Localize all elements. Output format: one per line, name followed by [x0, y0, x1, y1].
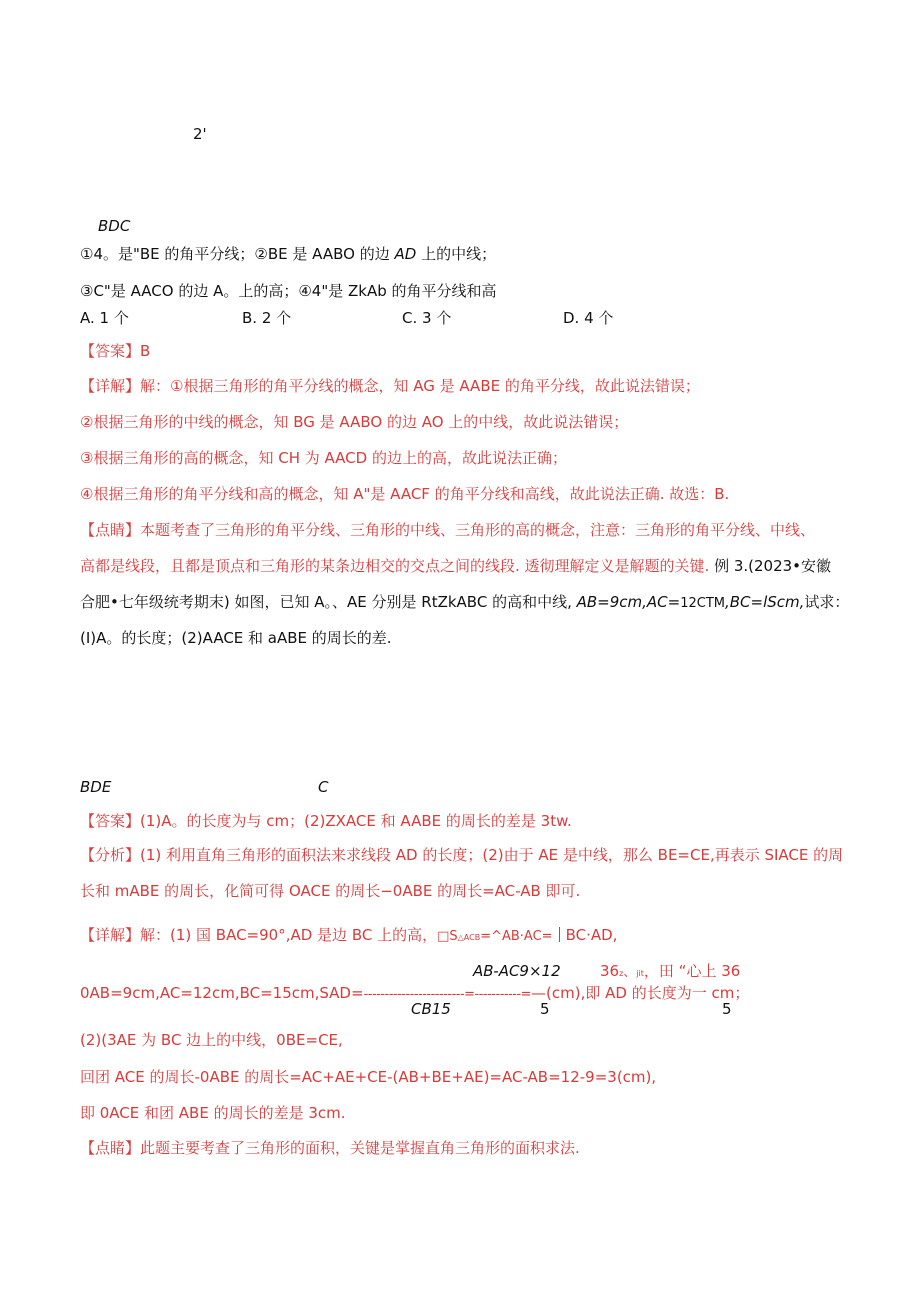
figure1-vertex-labels: BDC: [98, 217, 131, 235]
part2-line-1: (2)(3AE 为 BC 边上的中线，0BE=CE,: [80, 1031, 343, 1049]
comment-1-line-2: 高都是线段，且都是顶点和三角形的某条边相交的交点之间的线段. 透彻理解定义是解题的关键. 例 3.(2023•安徽: [80, 557, 832, 575]
option-b: B. 2 个: [242, 309, 292, 327]
answer-1: 【答案】B: [80, 342, 151, 360]
calc-line: 0AB=9cm,AC=12cm,BC=15cm,SAD=------------------------=-----------=—(cm),即 AD 的长度为一 cm；: [80, 984, 750, 1002]
detail-1-line-1: 【详解】解：①根据三角形的角平分线的概念，知 AG 是 AABE 的角平分线，故此说法错误；: [80, 377, 700, 395]
detail-1-line-3: ③根据三角形的高的概念，知 CH 为 AACD 的边上的高，故此说法正确；: [80, 449, 567, 467]
part2-line-3: 即 0ACE 和团 ABE 的周长的差是 3cm.: [80, 1104, 346, 1122]
figure1-top-label: 2': [193, 125, 207, 143]
fraction-denominator-mid: 5: [540, 1000, 550, 1018]
statement-line-2: ③C"是 AACO 的边 A。上的高；④4"是 ZkAb 的角平分线和高: [80, 282, 497, 300]
option-a: A. 1 个: [80, 309, 129, 327]
figure2-base-labels: BDE: [80, 778, 112, 796]
part2-line-2: 回团 ACE 的周长-0ABE 的周长=AC+AE+CE-(AB+BE+AE)=AC-AB=12-9=3(cm),: [80, 1068, 657, 1086]
example-3-line-3: (I)A。的长度；(2)AACE 和 aABE 的周长的差.: [80, 629, 392, 647]
detail-2-line-1: 【详解】解：(1) 国 BAC=90°,AD 是边 BC 上的高，□S△ACB=^AB·AC= BC·AD,: [80, 926, 618, 944]
comment-1-line-1: 【点睛】本题考查了三角形的角平分线、三角形的中线、三角形的高的概念，注意：三角形的角平分线、中线、: [80, 521, 816, 539]
answer-2: 【答案】(1)A。的长度为与 cm；(2)ZXACE 和 AABE 的周长的差是 3tw.: [80, 812, 572, 830]
analysis-line-2: 长和 mABE 的周长，化简可得 OACE 的周长−0ABE 的周长=AC-AB 即可.: [80, 882, 581, 900]
fraction-mid: 36z、jit，田 “心上 36: [600, 962, 741, 980]
bar-divider: [559, 927, 560, 942]
figure2-vertex-c: C: [318, 778, 329, 796]
option-c: C. 3 个: [402, 309, 452, 327]
comment-2: 【点睹】此题主要考查了三角形的面积，关键是掌握直角三角形的面积求法.: [80, 1139, 580, 1157]
example-3-line-2: 合肥•七年级统考期末) 如图，已知 A。、AE 分别是 RtZkABC 的高和中线, AB=9cm,AC=12CTM,BC=lScm,试求：: [80, 593, 850, 611]
option-d: D. 4 个: [563, 309, 614, 327]
analysis-line-1: 【分析】(1) 利用直角三角形的面积法来求线段 AD 的长度；(2)由于 AE 是中线，那么 BE=CE,再表示 SIACE 的周: [80, 846, 844, 864]
statement-line-1: ①4。是"BE 的角平分线；②BE 是 AABO 的边 AD 上的中线；: [80, 245, 497, 263]
fraction-denominator: CB15: [411, 1000, 451, 1018]
fraction-numerator: AB-AC9×12: [473, 962, 561, 980]
detail-1-line-2: ②根据三角形的中线的概念，知 BG 是 AABO 的边 AO 上的中线，故此说法错误；: [80, 413, 629, 431]
example-3-intro: 例 3.(2023•安徽: [709, 557, 832, 575]
detail-1-line-4: ④根据三角形的角平分线和高的概念，知 A"是 AACF 的角平分线和高线，故此说法正确. 故选：B.: [80, 485, 730, 503]
fraction-denominator-right: 5: [722, 1000, 732, 1018]
